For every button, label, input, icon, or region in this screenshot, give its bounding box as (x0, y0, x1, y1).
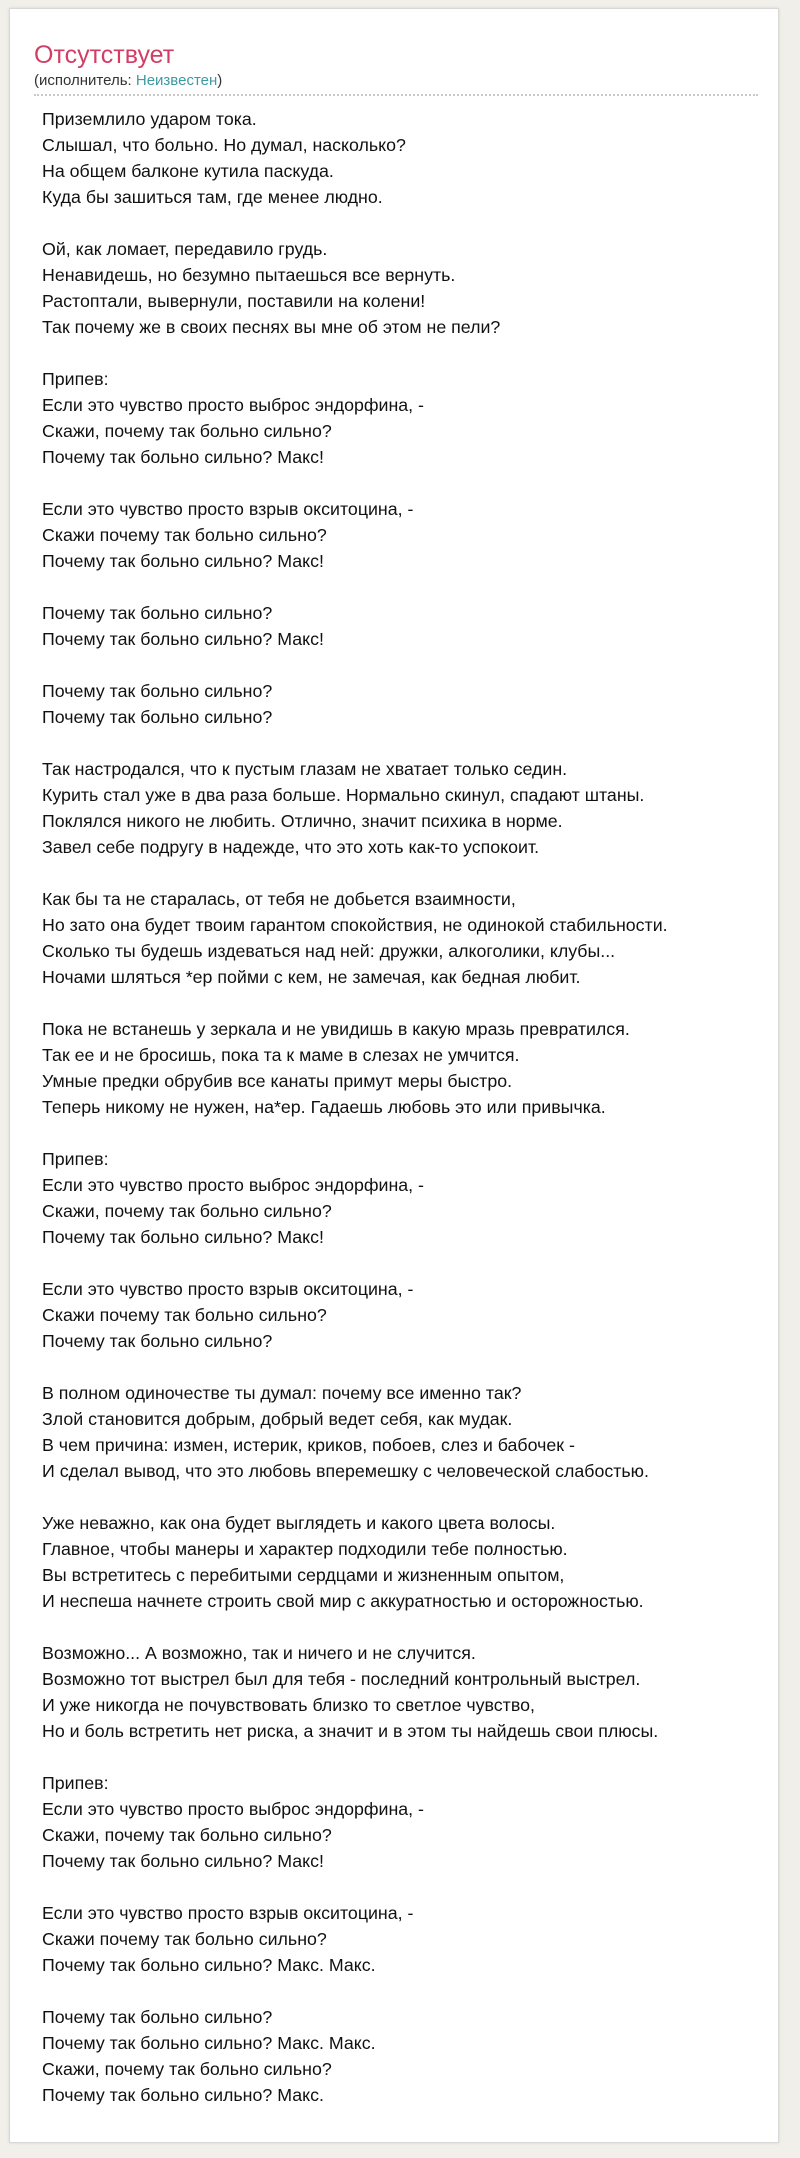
lyrics-line: И неспеша начнете строить свой мир с аккуратностью и осторожностью. (42, 1591, 644, 1611)
lyrics-line: Как бы та не старалась, от тебя не добьется взаимности, (42, 889, 516, 909)
lyrics-blank-line (42, 1978, 767, 2004)
lyrics-line: Скажи почему так больно сильно? (42, 1305, 327, 1325)
lyrics-line: Почему так больно сильно? Макс! (42, 447, 324, 467)
lyrics-line: Почему так больно сильно? Макс! (42, 1851, 324, 1871)
lyrics-line: Так почему же в своих песнях вы мне об этом не пели? (42, 317, 501, 337)
lyrics-line: Припев: (42, 369, 109, 389)
lyrics-blank-line (42, 730, 767, 756)
lyrics-line: Почему так больно сильно? (42, 2007, 273, 2027)
lyrics-line: Если это чувство просто взрыв окситоцина, - (42, 1903, 414, 1923)
lyrics-blank-line (42, 1354, 767, 1380)
lyrics-line: Приземлило ударом тока. (42, 109, 257, 129)
title-divider (34, 94, 758, 96)
lyrics-text (42, 106, 767, 2108)
lyrics-line: Уже неважно, как она будет выглядеть и какого цвета волосы. (42, 1513, 556, 1533)
lyrics-blank-line (42, 340, 767, 366)
artist-line (34, 72, 222, 90)
lyrics-line: Почему так больно сильно? Макс! (42, 551, 324, 571)
lyrics-line: Слышал, что больно. Но думал, насколько? (42, 135, 406, 155)
lyrics-line: Вы встретитесь с перебитыми сердцами и жизненным опытом, (42, 1565, 565, 1585)
lyrics-line: Скажи, почему так больно сильно? (42, 421, 332, 441)
lyrics-blank-line (42, 470, 767, 496)
lyrics-line: И сделал вывод, что это любовь вперемешку с человеческой слабостью. (42, 1461, 649, 1481)
lyrics-line: В чем причина: измен, истерик, криков, побоев, слез и бабочек - (42, 1435, 575, 1455)
lyrics-line: Скажи почему так больно сильно? (42, 1929, 327, 1949)
lyrics-line: Скажи почему так больно сильно? (42, 525, 327, 545)
lyrics-blank-line (42, 1874, 767, 1900)
lyrics-blank-line (42, 1744, 767, 1770)
lyrics-line: Главное, чтобы манеры и характер подходили тебе полностью. (42, 1539, 568, 1559)
lyrics-line: Но зато она будет твоим гарантом спокойствия, не одинокой стабильности. (42, 915, 668, 935)
lyrics-line: Припев: (42, 1773, 109, 1793)
lyrics-line: Пока не встанешь у зеркала и не увидишь в какую мразь превратился. (42, 1019, 630, 1039)
lyrics-line: Скажи, почему так больно сильно? (42, 1201, 332, 1221)
lyrics-blank-line (42, 574, 767, 600)
lyrics-line: Почему так больно сильно? Макс. Макс. (42, 2033, 376, 2053)
lyrics-line: Почему так больно сильно? (42, 1331, 273, 1351)
lyrics-line: Завел себе подругу в надежде, что это хоть как-то успокоит. (42, 837, 540, 857)
lyrics-line: И уже никогда не почувствовать близко то светлое чувство, (42, 1695, 535, 1715)
lyrics-line: Скажи, почему так больно сильно? (42, 2059, 332, 2079)
lyrics-line: Умные предки обрубив все канаты примут меры быстро. (42, 1071, 513, 1091)
lyrics-blank-line (42, 210, 767, 236)
lyrics-line: Скажи, почему так больно сильно? (42, 1825, 332, 1845)
lyrics-line: Сколько ты будешь издеваться над ней: дружки, алкоголики, клубы... (42, 941, 616, 961)
lyrics-line: Так настродался, что к пустым глазам не хватает только седин. (42, 759, 568, 779)
lyrics-blank-line (42, 1614, 767, 1640)
lyrics-line: В полном одиночестве ты думал: почему все именно так? (42, 1383, 522, 1403)
lyrics-line: Возможно тот выстрел был для тебя - последний контрольный выстрел. (42, 1669, 641, 1689)
artist-suffix: ) (217, 72, 223, 89)
lyrics-line: Почему так больно сильно? Макс! (42, 629, 324, 649)
lyrics-blank-line (42, 990, 767, 1016)
lyrics-line: Если это чувство просто выброс эндорфина, - (42, 1175, 424, 1195)
lyrics-line: Почему так больно сильно? Макс. Макс. (42, 1955, 376, 1975)
lyrics-line: Если это чувство просто выброс эндорфина, - (42, 395, 424, 415)
lyrics-line: Ненавидешь, но безумно пытаешься все вернуть. (42, 265, 456, 285)
artist-link[interactable]: Неизвестен (135, 72, 218, 89)
lyrics-line: Ночами шляться *ер пойми с кем, не замечая, как бедная любит. (42, 967, 581, 987)
lyrics-line: Курить стал уже в два раза больше. Нормально скинул, спадают штаны. (42, 785, 645, 805)
lyrics-line: Ой, как ломает, передавило грудь. (42, 239, 328, 259)
lyrics-line: Почему так больно сильно? Макс! (42, 1227, 324, 1247)
lyrics-line: Возможно... А возможно, так и ничего и не случится. (42, 1643, 476, 1663)
lyrics-line: Куда бы зашиться там, где менее людно. (42, 187, 383, 207)
lyrics-line: Почему так больно сильно? (42, 707, 273, 727)
lyrics-line: Но и боль встретить нет риска, а значит и в этом ты найдешь свои плюсы. (42, 1721, 659, 1741)
lyrics-blank-line (42, 860, 767, 886)
lyrics-line: Если это чувство просто взрыв окситоцина, - (42, 1279, 414, 1299)
lyrics-line: Злой становится добрым, добрый ведет себя, как мудак. (42, 1409, 513, 1429)
lyrics-line: Теперь никому не нужен, на*ер. Гадаешь любовь это или привычка. (42, 1097, 606, 1117)
lyrics-line: На общем балконе кутила паскуда. (42, 161, 334, 181)
lyrics-line: Почему так больно сильно? Макс. (42, 2085, 324, 2105)
lyrics-line: Если это чувство просто взрыв окситоцина, - (42, 499, 414, 519)
lyrics-blank-line (42, 1120, 767, 1146)
lyrics-line: Если это чувство просто выброс эндорфина, - (42, 1799, 424, 1819)
lyrics-line: Растоптали, вывернули, поставили на колени! (42, 291, 426, 311)
lyrics-blank-line (42, 652, 767, 678)
lyrics-line: Поклялся никого не любить. Отлично, значит психика в норме. (42, 811, 563, 831)
lyrics-blank-line (42, 1250, 767, 1276)
lyrics-line: Так ее и не бросишь, пока та к маме в слезах не умчится. (42, 1045, 520, 1065)
lyrics-line: Почему так больно сильно? (42, 681, 273, 701)
lyrics-line: Почему так больно сильно? (42, 603, 273, 623)
lyrics-line: Припев: (42, 1149, 109, 1169)
lyrics-blank-line (42, 1484, 767, 1510)
song-title: Отсутствует (34, 41, 175, 69)
artist-prefix: (исполнитель: (34, 72, 136, 89)
